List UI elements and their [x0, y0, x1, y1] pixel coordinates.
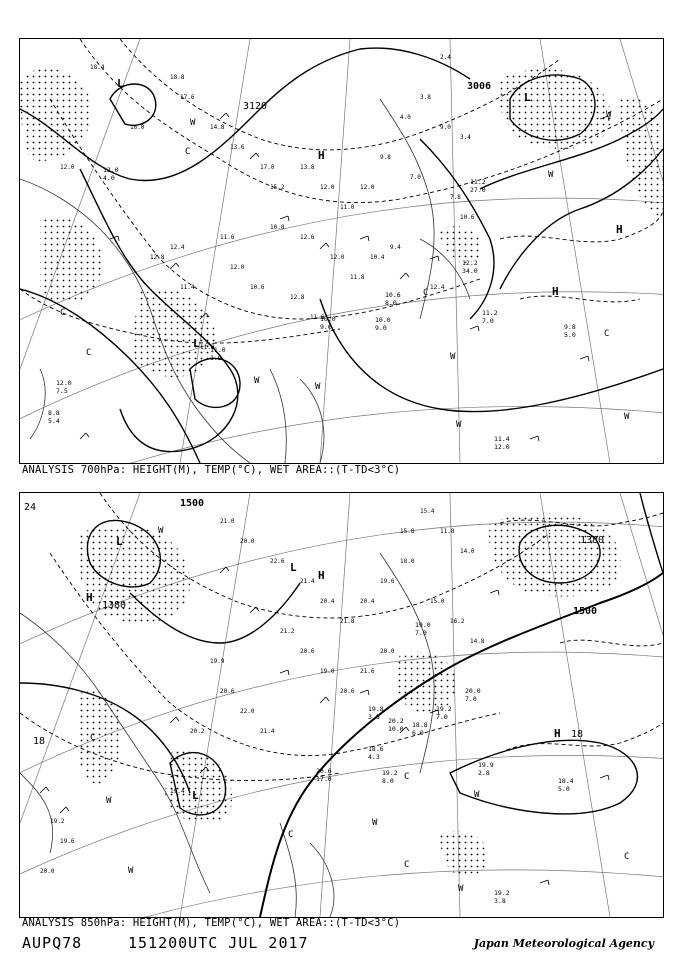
svg-text:16.0: 16.0: [130, 124, 145, 131]
caption-850hpa: ANALYSIS 850hPa: HEIGHT(M), TEMP(°C), WET AREA::(T-TD<3°C): [22, 917, 401, 929]
chart-850hpa-map: [20, 493, 663, 917]
isotherm-label: 18: [33, 736, 46, 747]
station-dewpoint: 4.0: [103, 174, 115, 182]
svg-text:12.4: 12.4: [170, 244, 185, 251]
station-temp: 11.2: [470, 178, 486, 186]
svg-text:11.8: 11.8: [440, 528, 455, 535]
station-dewpoint: 3.8: [494, 897, 506, 905]
cold-mark: C: [86, 348, 92, 358]
station-dewpoint: 7.0: [415, 629, 427, 637]
svg-text:3.8: 3.8: [420, 94, 431, 101]
svg-text:12.6: 12.6: [300, 234, 315, 241]
svg-text:18.0: 18.0: [400, 558, 415, 565]
caption-700hpa: ANALYSIS 700hPa: HEIGHT(M), TEMP(°C), WET AREA::(T-TD<3°C): [22, 464, 401, 476]
svg-text:11.6: 11.6: [220, 234, 235, 241]
svg-text:9.0: 9.0: [440, 124, 451, 131]
station-plot: [48, 409, 60, 425]
cold-mark: C: [604, 329, 610, 339]
svg-text:19.9: 19.9: [210, 658, 225, 665]
svg-text:17.6: 17.6: [180, 94, 195, 101]
station-temp: 12.0: [56, 379, 72, 387]
station-dewpoint: 7.0: [436, 713, 448, 721]
svg-text:10.8: 10.8: [270, 224, 285, 231]
warm-mark: W: [450, 352, 456, 362]
product-code: AUPQ78: [22, 934, 83, 952]
isotherm-label: 18: [571, 729, 584, 740]
station-temp: 19.8: [368, 705, 384, 713]
warm-mark: W: [128, 866, 134, 876]
svg-text:7.0: 7.0: [410, 174, 421, 181]
svg-text:10.6: 10.6: [460, 214, 475, 221]
svg-text:10.4: 10.4: [370, 254, 385, 261]
station-temp: 9.8: [564, 323, 576, 331]
station-temp: 19.2: [494, 889, 510, 897]
svg-text:12.4: 12.4: [430, 284, 445, 291]
station-temp: 18.4: [558, 777, 574, 785]
station-dewpoint: 10.0: [388, 725, 404, 733]
station-temp: 19.2: [436, 705, 452, 713]
station-temp: 18.6: [368, 745, 384, 753]
low-center: L: [192, 789, 199, 802]
svg-text:12.0: 12.0: [360, 184, 375, 191]
svg-text:20.0: 20.0: [40, 868, 55, 875]
svg-text:12.0: 12.0: [330, 254, 345, 261]
svg-text:11.4: 11.4: [180, 284, 195, 291]
station-temp: 19.2: [382, 769, 398, 777]
svg-text:18.4: 18.4: [90, 64, 105, 71]
station-temp: 18.8: [412, 721, 428, 729]
svg-text:20.4: 20.4: [360, 598, 375, 605]
svg-text:16.2: 16.2: [450, 618, 465, 625]
station-temp: 20.0: [465, 687, 481, 695]
cold-mark: C: [90, 733, 96, 743]
svg-text:15.2: 15.2: [270, 184, 285, 191]
agency-credit: Japan Meteorological Agency: [473, 937, 654, 950]
svg-text:11.6: 11.6: [200, 344, 215, 351]
low-center: L: [290, 561, 297, 574]
station-plot: [494, 889, 510, 905]
high-center: H: [318, 569, 325, 582]
svg-text:15.0: 15.0: [430, 598, 445, 605]
high-center: H: [552, 285, 559, 298]
svg-text:22.6: 22.6: [270, 558, 285, 565]
svg-text:20.4: 20.4: [320, 598, 335, 605]
svg-text:20.2: 20.2: [190, 728, 205, 735]
low-center: L: [524, 91, 531, 104]
station-temp: 12.2: [462, 259, 478, 267]
station-dewpoint: 4.3: [368, 753, 380, 761]
cold-mark: C: [288, 830, 294, 840]
station-plot: [462, 259, 478, 275]
station-plot: [316, 767, 332, 783]
station-temp: 10.6: [385, 291, 401, 299]
station-dewpoint: 2.8: [478, 769, 490, 777]
svg-text:12.0: 12.0: [320, 184, 335, 191]
station-dewpoint: 7.0: [482, 317, 494, 325]
svg-text:11.6: 11.6: [310, 314, 325, 321]
station-temp: 19.0: [415, 621, 431, 629]
svg-text:19.0: 19.0: [320, 668, 335, 675]
svg-text:12.8: 12.8: [150, 254, 165, 261]
svg-text:21.4: 21.4: [260, 728, 275, 735]
svg-text:13.8: 13.8: [300, 164, 315, 171]
svg-text:19.6: 19.6: [380, 578, 395, 585]
cold-mark: C: [404, 772, 410, 782]
warm-mark: W: [158, 526, 164, 536]
contour-labels: [243, 81, 491, 112]
station-temp: 20.6: [316, 767, 332, 775]
svg-text:9.8: 9.8: [380, 154, 391, 161]
cold-mark: C: [185, 147, 191, 157]
contour-label: 3120: [243, 101, 268, 112]
svg-text:14.8: 14.8: [210, 124, 225, 131]
station-dewpoint: 5.0: [558, 785, 570, 793]
station-plot: [415, 621, 431, 637]
svg-text:17.0: 17.0: [260, 164, 275, 171]
station-temp: 8.8: [48, 409, 60, 417]
station-plot: [465, 687, 481, 703]
high-center: H: [554, 727, 561, 740]
warm-mark: W: [254, 376, 260, 386]
warm-cold-marks: [60, 110, 630, 430]
svg-text:12.0: 12.0: [230, 264, 245, 271]
station-dewpoint: 6.0: [412, 729, 424, 737]
chart-850hpa: [19, 492, 664, 918]
station-temp: 19.9: [478, 761, 494, 769]
station-dewpoint: 8.0: [382, 777, 394, 785]
station-dewpoint: 17.0: [316, 775, 332, 783]
station-temp: 11.2: [482, 309, 498, 317]
station-plot: [470, 178, 486, 194]
cold-mark: C: [60, 308, 66, 318]
station-dewpoint: 9.0: [375, 324, 387, 332]
cold-mark: C: [423, 288, 429, 298]
station-plot: [478, 761, 494, 777]
station-temp: 10.0: [375, 316, 391, 324]
chart-700hpa: [19, 38, 664, 464]
svg-text:20.6: 20.6: [340, 688, 355, 695]
svg-text:20.6: 20.6: [220, 688, 235, 695]
contour-label: 1500: [573, 606, 598, 617]
svg-text:19.4: 19.4: [170, 788, 185, 795]
svg-text:21.8: 21.8: [340, 618, 355, 625]
svg-text:9.4: 9.4: [390, 244, 401, 251]
station-dewpoint: 27.0: [470, 186, 486, 194]
svg-text:11.8: 11.8: [350, 274, 365, 281]
station-dewpoint: 5.4: [48, 417, 60, 425]
svg-text:21.2: 21.2: [280, 628, 295, 635]
svg-text:10.6: 10.6: [250, 284, 265, 291]
contour-label: 1380: [102, 600, 127, 611]
station-temp: 11.0: [210, 346, 226, 354]
station-plot: [368, 745, 384, 761]
station-dewpoint: 9.0: [320, 323, 332, 331]
warm-mark: W: [190, 118, 196, 128]
svg-text:19.6: 19.6: [60, 838, 75, 845]
valid-time: 151200UTC JUL 2017: [128, 934, 309, 952]
svg-text:20.6: 20.6: [300, 648, 315, 655]
cold-mark: C: [404, 860, 410, 870]
svg-text:21.4: 21.4: [300, 578, 315, 585]
station-temp: 20.2: [388, 717, 404, 725]
warm-mark: W: [458, 884, 464, 894]
svg-text:14.0: 14.0: [460, 548, 475, 555]
svg-text:20.0: 20.0: [380, 648, 395, 655]
svg-text:13.6: 13.6: [230, 144, 245, 151]
isotherm-label: 24: [24, 502, 37, 513]
svg-text:2.4: 2.4: [440, 54, 451, 61]
low-center: L: [117, 77, 124, 90]
contour-label: 1500: [180, 498, 205, 509]
station-dewpoint: 8.0: [385, 299, 397, 307]
high-center: H: [616, 223, 623, 236]
station-dewpoint: 7.0: [465, 695, 477, 703]
station-dewpoint: 3.8: [368, 713, 380, 721]
station-plot: [436, 705, 452, 721]
warm-mark: W: [624, 412, 630, 422]
station-dewpoint: 34.0: [462, 267, 478, 275]
station-plot: [494, 435, 510, 451]
contour-label: 1380: [580, 535, 605, 546]
low-center: L: [193, 337, 200, 350]
station-temp: 10.0: [320, 315, 336, 323]
warm-mark: W: [548, 170, 554, 180]
high-center: H: [86, 591, 93, 604]
svg-text:20.0: 20.0: [240, 538, 255, 545]
svg-text:12.0: 12.0: [60, 164, 75, 171]
svg-text:22.0: 22.0: [240, 708, 255, 715]
svg-text:15.8: 15.8: [400, 528, 415, 535]
svg-text:14.8: 14.8: [470, 638, 485, 645]
contour-label: 3006: [467, 81, 492, 92]
svg-text:15.4: 15.4: [420, 508, 435, 515]
station-plot: [388, 717, 404, 733]
svg-text:7.8: 7.8: [450, 194, 461, 201]
cold-mark: C: [624, 852, 630, 862]
warm-mark: W: [474, 790, 480, 800]
station-temp: 11.4: [494, 435, 510, 443]
station-plots: [48, 166, 576, 451]
station-plot: [482, 309, 498, 325]
chart-700hpa-map: [20, 39, 663, 463]
station-plot: [375, 316, 391, 332]
svg-text:11.0: 11.0: [340, 204, 355, 211]
station-dewpoint: 1.9: [210, 354, 222, 362]
station-temp: 12.0: [103, 166, 119, 174]
warm-mark: W: [315, 382, 321, 392]
warm-mark: W: [606, 110, 612, 120]
station-plot: [320, 315, 336, 331]
svg-text:3.4: 3.4: [460, 134, 471, 141]
station-dewpoint: 7.5: [56, 387, 68, 395]
station-dewpoint: 5.0: [564, 331, 576, 339]
station-dewpoint: 12.0: [494, 443, 510, 451]
low-center: L: [116, 535, 123, 548]
svg-text:12.8: 12.8: [290, 294, 305, 301]
svg-text:19.2: 19.2: [50, 818, 65, 825]
warm-mark: W: [456, 420, 462, 430]
svg-text:18.8: 18.8: [170, 74, 185, 81]
high-center: H: [318, 149, 325, 162]
svg-text:21.6: 21.6: [360, 668, 375, 675]
station-plot: [564, 323, 576, 339]
svg-text:4.0: 4.0: [400, 114, 411, 121]
station-clutter: [60, 54, 475, 351]
station-plot: [558, 777, 574, 793]
station-plot: [382, 769, 398, 785]
warm-mark: W: [372, 818, 378, 828]
warm-mark: W: [106, 796, 112, 806]
svg-text:21.0: 21.0: [220, 518, 235, 525]
station-plot: [412, 721, 428, 737]
station-plot: [56, 379, 72, 395]
